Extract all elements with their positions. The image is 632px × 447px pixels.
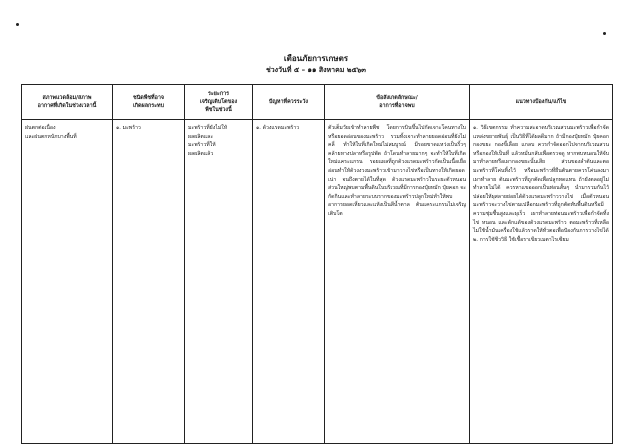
header-growth-stage: ระยะการ เจริญเติบโตของ พืชในช่วงนี้ (185, 85, 253, 120)
table-row (22, 120, 613, 444)
header-prevention: แนวทางป้องกัน/แก้ไข (470, 85, 613, 120)
header-condition: สภาพแวดล้อม/สภาพ อากาศที่เกิดในช่วงเวลานี้ (22, 85, 113, 120)
header-problem: ปัญหาที่ควรระวัง (253, 85, 325, 120)
scan-speck (603, 32, 606, 35)
scan-speck (16, 23, 19, 26)
header-symptoms: ข้อสังเกตลักษณะ/ อาการที่อาจพบ (325, 85, 470, 120)
header-crop: ชนิดพืชที่อาจ เกิดผลกระทบ (113, 85, 185, 120)
table-header-row (22, 85, 613, 120)
cell-crop: ๑. มะพร้าว (113, 120, 185, 444)
cell-growth-stage: มะพร้าวที่ยังไม่ให้ ผลผลิตและ มะพร้าวที่ให้ ผลผลิตแล้ว (185, 120, 253, 444)
cell-condition: ฝนตกต่อเนื่อง และฝนตกหนักบางพื้นที่ (22, 120, 113, 444)
warning-table (21, 84, 613, 444)
document-subtitle: ช่วงวันที่ ๕ – ๑๑ สิงหาคม ๒๕๖๓ (266, 66, 366, 74)
cell-prevention: ๑. วิธีเขตกรรม ทำความสะอาดบริเวณสวนมะพร้าวเพื่อกำจัดแหล่งขยายพันธุ์ เป็นวิธีที่ได้ผลดีมาก ถ้ามีกองปุ๋ยหมัก ปุ๋ยคอก กองขยะ กองขี้เลื่อย แกลบ ควรกำจัดออกไปจากบริเวณสวน หรือกองให้เป็นที่ แล้วหมั่นกลับเพื่อตรวจดู หากพบหนอนให้จับมาทำลายหรือเผากองขยะนั้นเสีย ส่วนของลำต้นและตอมะพร้าวที่โค่นทิ้งไว้ หรือมะพร้าวที่ยืนต้นตายควรโค่นลงมาเผาทำลาย ต้นมะพร้าวที่ถูกตัดเพื่อปลูกทดแทน ถ้ายังตลอยู่ไม่ทำลายไม่ได้ ควรหาแขอออกเป็นท่อนสั้นๆ นำมารวมกันไว้ ปล่อยให้ผุสลายย่อยได้ด้วงแรดมะพร้าววางไข่ เมื่อตัวหนอนมะพร้าวจะวางไข่ตามเปลือกมะพร้าวที่ถูกตัดทับพื้นดินหรือมีความชุ่มชื้นสูงและผุเร็ว เผาทำลายท่อนมะพร้าวเพื่อกำจัดทิ้งไข่ หนอน และดักแด้ของด้วงแรดมะพร้าว ตอมะพร้าวที่เหลือไม่ใช้น้ำมันเครื่องใช้แล้วราดให้ทั่วตอเพื่อป้องกันการวางไข่ได้ ๒. การใช้ชีววิธี ใช้เชื้อราเขียวเมตาไรเซียม (470, 120, 613, 444)
document-title: เตือนภัยการเกษตร (283, 54, 349, 63)
cell-problem: ๑. ด้วงแรดมะพร้าว (253, 120, 325, 444)
cell-symptoms: ตัวเต็มวัยเข้าทำลายพืช โดยการบินขึ้นไปกัดเจาะโคนทางใบหรือยอดอ่อนของมะพร้าว รวมทั้งเจาะทำลายยอดอ่อนที่ยังไม่คลี่ ทำให้ใบที่เกิดใหม่ไม่สมบูรณ์ มีรอยขาดแหว่งเป็นริ้วๆ คล้ายหางปลาหรือรูปพัด ถ้าโดนทำลายมากๆ จะทำให้ใบที่เกิดใหม่แคระแกรน รอยแผลที่ถูกด้วงแรดมะพร้าวกัดเป็นเนื้อเยื่ออ่อนทำให้ด้วงงวงมะพร้าวเข้ามาวางไข่หรือเป็นทางให้เกิดยอดเน่า จนถึงตายได้ในที่สุด ด้วงแรดมะพร้าวในระยะตัวหนอน ส่วนใหญ่พบตามพื้นดินในบริเวณที่มีการกองปุ๋ยหมัก ปุ๋ยคอก จะกัดกินและทำลายระบบรากของมะพร้าวปลูกใหม่ทำให้พบอาการยอดเหี่ยวและแห้งเป็นสีน้ำตาล ต้นแคระแกรนไม่เจริญเติบโต (325, 120, 470, 444)
